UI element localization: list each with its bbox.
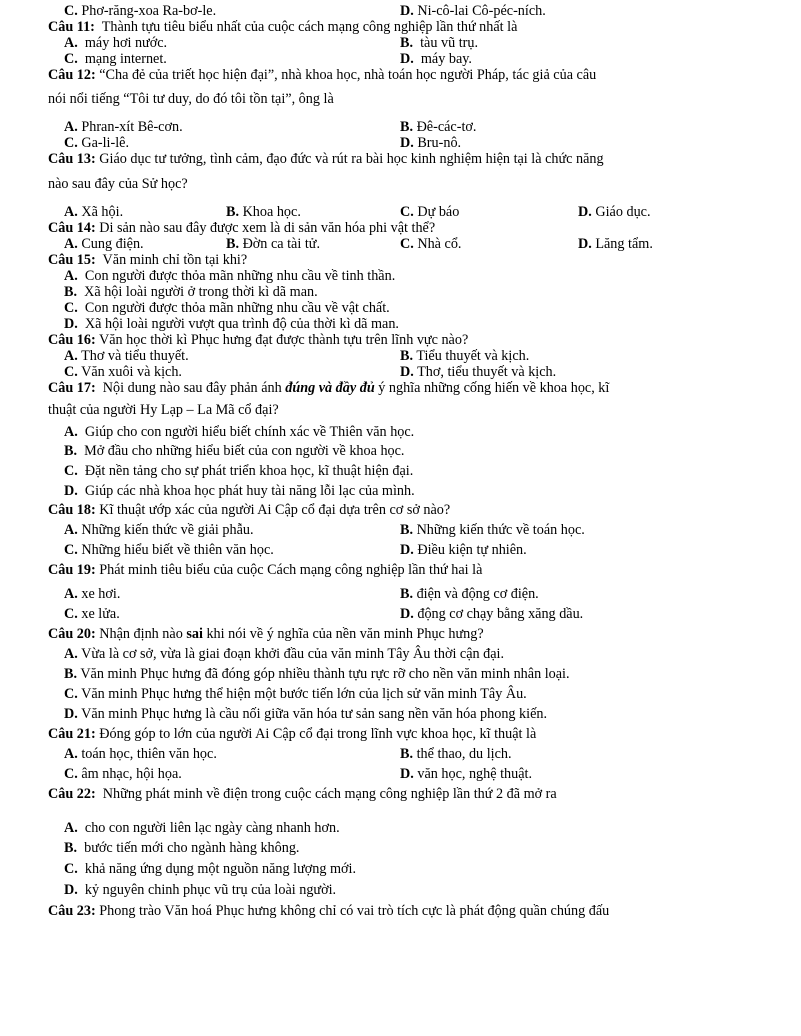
question-20: Câu 20: Nhận định nào sai khi nói về ý nghĩa của nền văn minh Phục hưng? [48,626,484,642]
option-a: A. cho con người liên lạc ngày càng nhanh hơn. [64,820,340,836]
option-d: D. Xã hội loài người vượt qua trình độ của thời kì dã man. [64,316,399,332]
option-c: C. Ga-li-lê. [64,135,130,151]
option-d: D. Văn minh Phục hưng là cầu nối giữa văn hóa tư sản sang nền văn hóa phong kiến. [64,706,548,722]
option-b: B. Đê-các-tơ. [400,119,477,135]
question-11: Câu 11: Thành tựu tiêu biểu nhất của cuộc cách mạng công nghiệp lần thứ nhất là [48,19,518,35]
question-18: Câu 18: Kĩ thuật ướp xác của người Ai Cập cổ đại dựa trên cơ sở nào? [48,502,451,518]
option-a: A. Những kiến thức về giải phẫu. [64,522,254,538]
question-21: Câu 21: Đóng góp to lớn của người Ai Cập cổ đại trong lĩnh vực khoa học, kĩ thuật là [48,726,537,742]
option-c: C. Văn minh Phục hưng thể hiện một bước tiến lớn của lịch sử văn minh Tây Âu. [64,686,527,702]
option-d: D. Giáo dục. [578,204,651,220]
option-a: A. Thơ và tiểu thuyết. [64,348,189,364]
question-12: Câu 12: “Cha đẻ của triết học hiện đại”, nhà khoa học, nhà toán học người Pháp, tác giả của câu [48,67,597,83]
question-23: Câu 23: Phong trào Văn hoá Phục hưng không chỉ có vai trò tích cực là phát động quần chúng đấu [48,903,610,919]
question-22: Câu 22: Những phát minh về điện trong cuộc cách mạng công nghiệp lần thứ 2 đã mở ra [48,786,557,802]
option-b: B. điện và động cơ điện. [400,586,539,602]
option-a: A. Xã hội. [64,204,124,220]
question-17-cont: thuật của người Hy Lạp – La Mã cổ đại? [48,402,279,418]
option-b: B. Mở đầu cho những hiểu biết của con người về khoa học. [64,443,405,459]
option-a: A. Giúp cho con người hiểu biết chính xác về Thiên văn học. [64,424,415,440]
option-a: A. Con người được thỏa mãn những nhu cầu về tinh thần. [64,268,396,284]
option-a: A. xe hơi. [64,586,121,602]
option-c: C. Phơ-răng-xoa Ra-bơ-le. [64,3,217,19]
option-c: C. xe lửa. [64,606,120,622]
question-12-cont: nói nổi tiếng “Tôi tư duy, do đó tôi tồn tại”, ông là [48,91,334,107]
option-a: A. Vừa là cơ sở, vừa là giai đoạn khởi đầu của văn minh Tây Âu thời cận đại. [64,646,505,662]
option-b: B. Những kiến thức về toán học. [400,522,585,538]
option-c: C. mạng internet. [64,51,167,67]
option-c: C. Đặt nền tảng cho sự phát triển khoa học, kĩ thuật hiện đại. [64,463,414,479]
option-d: D. văn học, nghệ thuật. [400,766,532,782]
option-a: A. máy hơi nước. [64,35,168,51]
option-b: B. bước tiến mới cho ngành hàng không. [64,840,300,856]
option-a: A. Phran-xít Bê-cơn. [64,119,183,135]
option-a: A. toán học, thiên văn học. [64,746,217,762]
option-b: B. tàu vũ trụ. [400,35,479,51]
question-16: Câu 16: Văn học thời kì Phục hưng đạt được thành tựu trên lĩnh vực nào? [48,332,469,348]
option-d: D. máy bay. [400,51,472,67]
option-b: B. Xã hội loài người ở trong thời kì dã man. [64,284,318,300]
option-d: D. động cơ chạy bằng xăng dầu. [400,606,584,622]
option-d: D. Điều kiện tự nhiên. [400,542,527,558]
option-c: C. Dự báo [400,204,460,220]
option-c: C. âm nhạc, hội họa. [64,766,182,782]
question-13-cont: nào sau đây của Sử học? [48,176,188,192]
option-b: B. Đờn ca tài tử. [226,236,320,252]
option-c: C. Những hiểu biết về thiên văn học. [64,542,274,558]
question-17: Câu 17: Nội dung nào sau đây phản ánh đúng và đầy đủ ý nghĩa những cống hiến về khoa học, kĩ [48,380,610,396]
option-b: B. thể thao, du lịch. [400,746,512,762]
question-19: Câu 19: Phát minh tiêu biểu của cuộc Cách mạng công nghiệp lần thứ hai là [48,562,483,578]
option-d: D. Giúp các nhà khoa học phát huy tài năng lỗi lạc của mình. [64,483,415,499]
option-c: C. Nhà cổ. [400,236,462,252]
option-d: D. Bru-nô. [400,135,462,151]
option-d: D. Lăng tẩm. [578,236,653,252]
option-d: D. Thơ, tiểu thuyết và kịch. [400,364,557,380]
option-c: C. Văn xuôi và kịch. [64,364,182,380]
option-a: A. Cung điện. [64,236,144,252]
option-c: C. khả năng ứng dụng một nguồn năng lượng mới. [64,861,357,877]
option-c: C. Con người được thỏa mãn những nhu cầu về vật chất. [64,300,390,316]
option-b: B. Tiểu thuyết và kịch. [400,348,530,364]
option-b: B. Văn minh Phục hưng đã đóng góp nhiều thành tựu rực rỡ cho nền văn minh nhân loại. [64,666,570,682]
option-b: B. Khoa học. [226,204,301,220]
question-14: Câu 14: Di sản nào sau đây được xem là di sản văn hóa phi vật thể? [48,220,436,236]
option-d: D. Ni-cô-lai Cô-péc-ních. [400,3,546,19]
option-d: D. kỷ nguyên chinh phục vũ trụ của loài người. [64,882,337,898]
question-13: Câu 13: Giáo dục tư tưởng, tình cảm, đạo đức và rút ra bài học kinh nghiệm hiện tại là chức năng [48,151,604,167]
question-15: Câu 15: Văn minh chỉ tồn tại khi? [48,252,248,268]
